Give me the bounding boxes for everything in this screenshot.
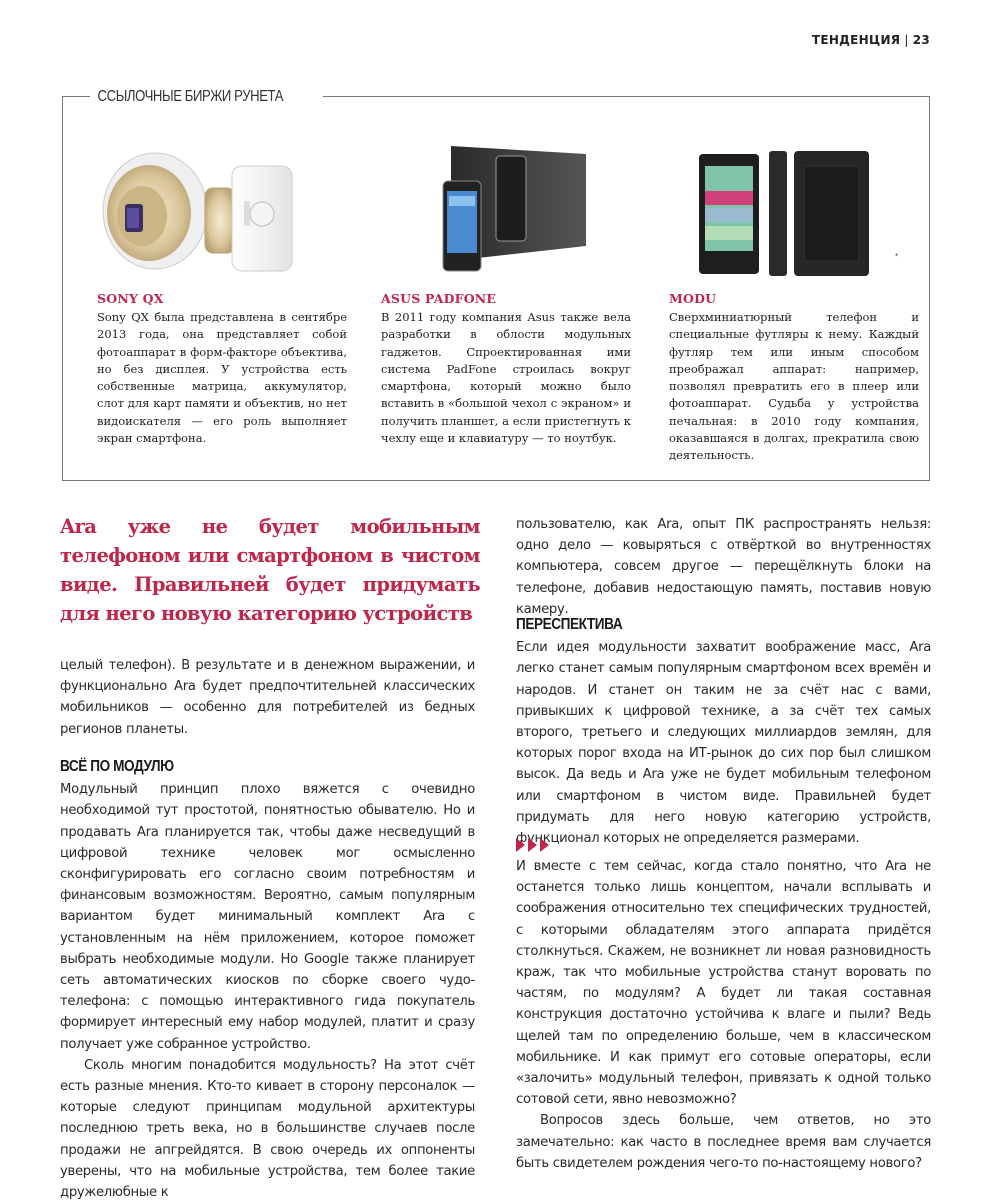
section-heading: ВСЁ ПО МОДУЛЮ	[60, 758, 174, 775]
product-name: MODU	[669, 291, 717, 306]
paragraph: Модульный принцип плохо вяжется с очевидно необходимой тут простотой, понятностью обывателю. Но и продавать Ara планируется так, чтобы даже несведущий в цифровой технике человек мог осмысленно сконфигурировать его согласно своим потребностям и финансовым возможностям. Вероятно, самым популярным вариантом будет минимальный комплект Ara с установленным на нём приложением, которое поможет выбрать необходимые модули. Но Google также планирует сеть автоматических киосков по сборке своего чудо-телефона: с помощью интерактивного гида покупатель формирует интересный ему набор модулей, платит и сразу получает уже собранное устройство.	[60, 782, 475, 1052]
paragraph: Вопросов здесь больше, чем ответов, но это замечательно: как часто в последнее время вам случается быть свидетелем рождения чего-то по-настоящему нового?	[516, 1113, 931, 1171]
triple-arrow-icon	[516, 838, 931, 852]
page-number: 23	[912, 33, 930, 47]
product-name: SONY QX	[97, 291, 164, 306]
paragraph: пользователю, как Ara, опыт ПК распространять нельзя: одно дело — ковыряться с отвёрткой во внутренностях компьютера, совсем другое — перещёлкнуть блоки на телефоне, добавив недостающую память, поставив новую камеру.	[516, 517, 931, 617]
section-heading: ПЕРЕСПЕКТИВА	[516, 616, 623, 633]
product-description: Сверхминиатюрный телефон и специальные футляры к нему. Каждый футляр тем или иным способом преображал аппарат: например, позволял превратить его в плеер или фотоаппарат. Судьба у устройства печальная: в 2010 году компания, оказавшаяся в долгах, прекратила свою деятельность.	[669, 310, 919, 463]
section-name: ТЕНДЕНЦИЯ	[811, 33, 901, 47]
sidebar-box	[62, 88, 930, 481]
svg-text:*: *	[895, 252, 899, 260]
sidebar-title: ССЫЛОЧНЫЕ БИРЖИ РУНЕТА	[97, 88, 284, 105]
left-column-section	[60, 756, 475, 1203]
paragraph: Если идея модульности захватит воображение масс, Ara легко станет самым популярным смартфоном всех времён и народов. И станет он таким не за счёт нас с вами, привыкших к цифровой технике, а за счёт тех самых второго, третьего и следующих миллиардов землян, для которых порог входа на ИТ-рынок до сих пор был слишком высок. Да ведь и Ara уже не будет мобильным телефоном или смартфоном в чистом виде. Правильней будет придумать для него новую категорию устройств, функционал которых не определяется размерами.	[516, 640, 931, 847]
right-column-intro	[516, 514, 931, 620]
paragraph: целый телефон). В результате и в денежном выражении, и функционально Ara будет предпочтительней классических мобильников — особенно для потребителей из бедных регионов планеты.	[60, 658, 475, 737]
left-column-intro	[60, 655, 475, 740]
modu-photo	[699, 136, 929, 276]
page-header	[812, 33, 930, 47]
product-description: В 2011 году компания Asus также вела разработки в облости модульных гаджетов. Спроектированная ими система PadFone строилась вокруг смартфона, который можно было вставить в «большой чехол с экраном» и получить планшет, а если пристегнуть к чехлу еще и клавиатуру — то ноутбук.	[381, 310, 631, 446]
right-column-closing	[516, 838, 931, 1174]
product-description: Sony QX была представлена в сентябре 2013 года, она представляет собой фотоаппарат в форм-факторе объектива, но без дисплея. У устройства есть собственные матрица, аккумулятор, слот для карт памяти и объектив, но нет видоискателя — его роль выполняет экран смартфона.	[97, 310, 347, 446]
paragraph: И вместе с тем сейчас, когда стало понятно, что Ara не останется только лишь концептом, начали всплывать и соображения относительно тех специфических трудностей, с которыми обладателям этого аппарата придётся столкнуться. Скажем, не возникнет ли новая разновидность краж, так что мобильные устройства станут воровать по частям, по модулям? А будет ли такая составная конструкция достаточно устойчива к влаге и пыли? Ведь щелей там по определению больше, чем в классическом мобильнике. И как примут его сотовые операторы, если «залочить» модульный телефон, привязать к одной только сотовой сети, явно невозможно?	[516, 859, 931, 1108]
paragraph: Сколь многим понадобится модульность? На этот счёт есть разные мнения. Кто-то кивает в сторону персоналок — которые следуют принципам модульной архитектуры последнюю треть века, но в большинстве случаев после продажи не апгрейдятся. В свою очередь их оппоненты уверены, что на мобильные устройства, тем более такие дружелюбные к	[60, 1057, 475, 1201]
sony-qx-photo	[97, 136, 337, 276]
pull-quote: Ara уже не будет мобильным телефоном или смартфоном в чистом виде. Правильней будет придумать для него новую категорию устройств	[60, 515, 480, 625]
asus-padfone-photo	[411, 136, 621, 276]
header-separator: |	[904, 33, 909, 47]
right-column-section	[516, 614, 931, 849]
product-name: ASUS PADFONE	[381, 291, 497, 306]
